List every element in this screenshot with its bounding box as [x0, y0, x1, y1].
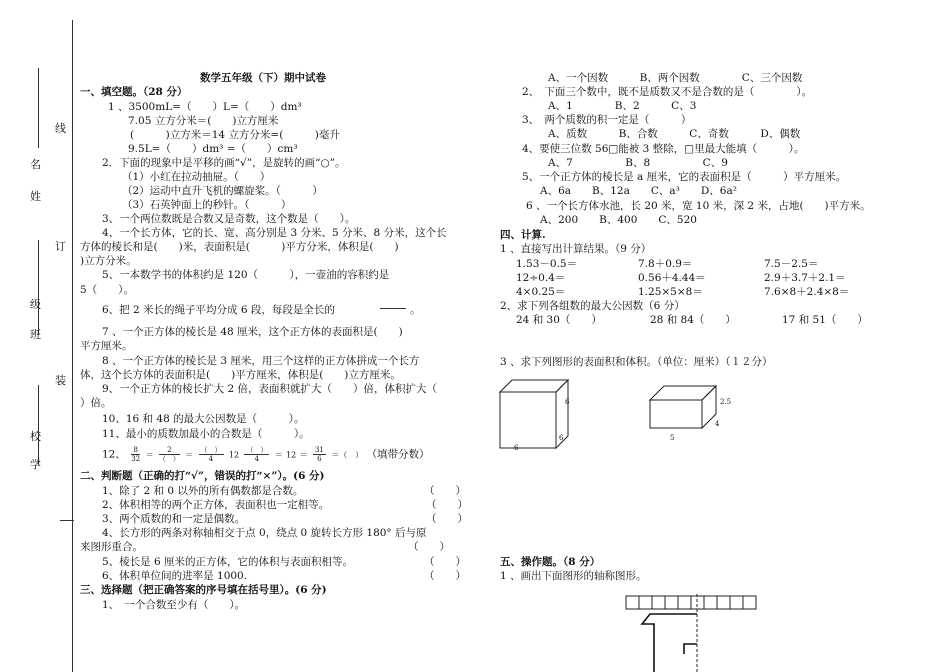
- margin-char: 姓: [30, 190, 41, 203]
- fraction-denominator: 4: [254, 455, 260, 463]
- question-line: 5（ ）。: [80, 284, 134, 296]
- question-line: 体，这个长方体的表面积是( )平方厘米，体积是( )立方厘米。: [80, 369, 401, 381]
- cube-label-height: 6: [565, 398, 570, 406]
- cuboid-label-height: 2.5: [720, 398, 732, 406]
- choice-line: A、质数 B、合数 C、奇数 D、偶数: [548, 128, 801, 140]
- question-line: 11、最小的质数加最小的合数是（ ）。: [102, 428, 310, 440]
- calc-item: 7.6×8＋2.4×8＝: [764, 286, 850, 298]
- page-title: 数学五年级（下）期中试卷: [200, 72, 326, 84]
- question-line: 1、除了 2 和 0 以外的所有偶数都是合数。: [102, 485, 304, 497]
- binding-line: [72, 20, 73, 530]
- fraction-numerator: 31: [314, 446, 324, 454]
- question-line: 3、两个质数的和一定是偶数。: [102, 513, 246, 525]
- fraction-numerator: （ ）: [200, 446, 222, 454]
- gcd-item: 24 和 30（ ）: [516, 314, 602, 326]
- choice-line: A、1 B、2 C、3: [548, 100, 697, 112]
- section-heading: 四、计算.: [500, 229, 546, 241]
- question-line: 3 、求下列图形的表面积和体积。（单位：厘米）（１２分）: [500, 356, 773, 368]
- question-line: 5、棱长是 6 厘米的正方体，它的体积与表面积相等。: [102, 556, 354, 568]
- question-line: （2）运动中直升飞机的螺旋桨。（ ）: [122, 185, 323, 197]
- question-line: 9.5L=（ ）dm³ =（ ）cm³: [128, 143, 298, 155]
- fraction-numerator: 8: [131, 446, 140, 455]
- question-line: 5、一本数学书的体积约是 120（ ），一壶油的容积约是: [102, 269, 390, 281]
- equals-sign: ＝: [274, 450, 283, 460]
- answer-blank[interactable]: （ ）: [426, 499, 468, 511]
- question-line: 7 、一个正方体的棱长是 48 厘米，这个正方体的表面积是( ): [102, 326, 403, 338]
- answer-blank[interactable]: （ ）: [408, 541, 450, 553]
- calc-item: 1.53－0.5＝: [516, 258, 578, 270]
- question-line: 4、一个长方体，它的长、宽、高分别是 3 分米、5 分米、8 分米，这个长: [102, 227, 447, 239]
- question-line: 1 、画出下面图形的轴称图形。: [500, 570, 647, 582]
- cube-label-depth: 6: [559, 434, 564, 442]
- question-line: 6、体积单位间的进率是 1000.: [102, 570, 248, 582]
- fraction-denominator: 32: [131, 455, 141, 463]
- question-line: 10、16 和 48 的最大公因数是（ ）。: [102, 413, 305, 425]
- fraction-numerator: （ ）: [246, 446, 268, 454]
- question-number: 12、: [102, 448, 126, 461]
- calc-item: 4×0.25＝: [516, 286, 566, 298]
- school-underline: [38, 385, 39, 465]
- choice-line: A、200 B、400 C、520: [540, 214, 697, 226]
- section-heading: 三、选择题（把正确答案的序号填在括号里）。(6 分): [80, 584, 327, 596]
- question-12: [102, 446, 430, 463]
- fraction-numerator: [380, 302, 406, 309]
- gcd-item: 28 和 84（ ）: [650, 314, 736, 326]
- question-line: 2、体积相等的两个正方体，表面积也一定相等。: [102, 499, 330, 511]
- calc-item: 1.25×5×8＝: [638, 286, 703, 298]
- question-line: 2．下面的现象中是平移的画“√”，是旋转的画“○”。: [102, 157, 346, 169]
- answer-blank[interactable]: （ ）: [424, 570, 466, 582]
- section-heading: 五、操作题。（8 分）: [500, 556, 601, 568]
- question-line: 8 、一个正方体的棱长是 3 厘米，用三个这样的正方体拼成一个长方: [102, 355, 420, 367]
- fraction-denominator: （ ）: [158, 455, 180, 463]
- gcd-item: 17 和 51（ ）: [782, 314, 868, 326]
- fraction-denominator: [380, 309, 406, 315]
- question-line: 来图形重合。: [80, 541, 143, 553]
- question-line: 1 、3500mL=（ ）L=（ ）dm³: [108, 101, 302, 113]
- margin-char: 线: [55, 122, 66, 135]
- question-line: 6 、一个长方体水池，长 20 米，宽 10 米，深 2 米，占地( )平方米。: [526, 200, 871, 212]
- equals-blank: ＝（ ）: [331, 450, 364, 460]
- margin-char: 级: [30, 298, 41, 311]
- answer-blank[interactable]: （ ）: [426, 513, 468, 525]
- whole-number: 12: [286, 450, 297, 460]
- section-heading: 二、判断题（正确的打“√”，错误的打“×”）。(6 分): [80, 470, 325, 482]
- question-line: （1）小红在拉动抽屉。（ ）: [122, 171, 271, 183]
- calc-item: 7.5－2.5＝: [764, 258, 819, 270]
- question-line: 4、要使三位数 56□能被 3 整除，□里最大能填（ ）。: [522, 143, 805, 155]
- question-line: 4、长方形的两条对称轴相交于点 0，绕点 0 旋转长方形 180° 后与原: [102, 527, 427, 539]
- fraction-denominator: 6: [317, 455, 322, 463]
- question-line: 平方厘米。: [80, 340, 133, 352]
- calc-item: 0.56＋4.44＝: [638, 272, 706, 284]
- cube-label-width: 6: [514, 444, 519, 452]
- calc-item: 2.9＋3.7＋2.1＝: [764, 272, 846, 284]
- question-note: （填带分数）: [366, 448, 430, 461]
- margin-char: 名: [30, 158, 41, 171]
- cube-figure: [498, 378, 578, 458]
- calc-item: 7.8＋0.9＝: [638, 258, 693, 270]
- answer-blank[interactable]: （ ）: [424, 556, 466, 568]
- question-line: 7.05 立方分米＝( )立方厘米: [128, 115, 279, 127]
- binding-line-lower: [72, 530, 73, 672]
- fraction-blank[interactable]: [378, 298, 408, 317]
- margin-char: 校: [30, 430, 41, 443]
- question-line: 6、把 2 米长的绳子平均分成 6 段，每段是全长的: [102, 304, 335, 316]
- question-line: ）倍。: [80, 397, 112, 409]
- calc-item: 12÷0.4＝: [516, 272, 566, 284]
- cuboid-label-depth: 4: [715, 420, 720, 428]
- question-line: 2、 下面三个数中，既不是质数又不是合数的是（ ）。: [522, 86, 813, 98]
- equals-sign: ＝: [299, 450, 308, 460]
- choice-line: A、7 B、8 C、9: [548, 157, 728, 169]
- margin-char: 学: [30, 458, 41, 471]
- question-line: 3、一个两位数既是合数又是奇数，这个数是（ ）。: [102, 213, 356, 225]
- margin-tick: [60, 520, 74, 521]
- margin-char: 装: [55, 374, 66, 387]
- cuboid-label-length: 5: [670, 434, 675, 442]
- question-line: 1 、直接写出计算结果。（9 分）: [500, 243, 652, 255]
- fraction-numerator: 2: [159, 446, 180, 455]
- question-line: 2、求下列各组数的最大公因数（6 分）: [500, 300, 685, 312]
- choice-line: A、6a B、12a C、a³ D、6a²: [540, 185, 737, 197]
- symmetry-figure: [624, 594, 764, 672]
- question-line: （3）石英钟面上的秒针。（ ）: [122, 199, 292, 211]
- question-line: 9、一个正方体的棱长扩大 2 倍，表面积就扩大（ ）倍，体积扩大（: [102, 383, 438, 395]
- question-line: )立方分米。: [80, 255, 137, 267]
- whole-number: 12: [228, 450, 240, 460]
- question-line: 3、 两个质数的积一定是（ ）: [522, 114, 692, 126]
- name-underline: [38, 68, 39, 148]
- question-line: 1、 一个合数至少有（ ）。: [102, 599, 246, 611]
- answer-blank[interactable]: （ ）: [424, 485, 466, 497]
- choice-line: A、一个因数 B、两个因数 C、三个因数: [548, 72, 803, 84]
- question-line: 。: [410, 304, 421, 316]
- margin-char: 班: [30, 328, 41, 341]
- question-line: 5、一个正方体的棱长是 a 厘米，它的表面积是（ ）平方厘米。: [522, 171, 847, 183]
- class-underline: [38, 240, 39, 335]
- section-heading: 一、填空题。（28 分）: [80, 86, 188, 98]
- fraction-denominator: 4: [208, 455, 214, 463]
- equals-sign: ＝: [145, 450, 154, 460]
- question-line: ( )立方米＝14 立方分米=( )毫升: [130, 129, 340, 141]
- question-line: 方体的棱长和是( )米，表面积是( )平方分米，体积是( ): [80, 241, 399, 253]
- margin-char: 订: [55, 240, 66, 253]
- equals-sign: ＝: [185, 450, 194, 460]
